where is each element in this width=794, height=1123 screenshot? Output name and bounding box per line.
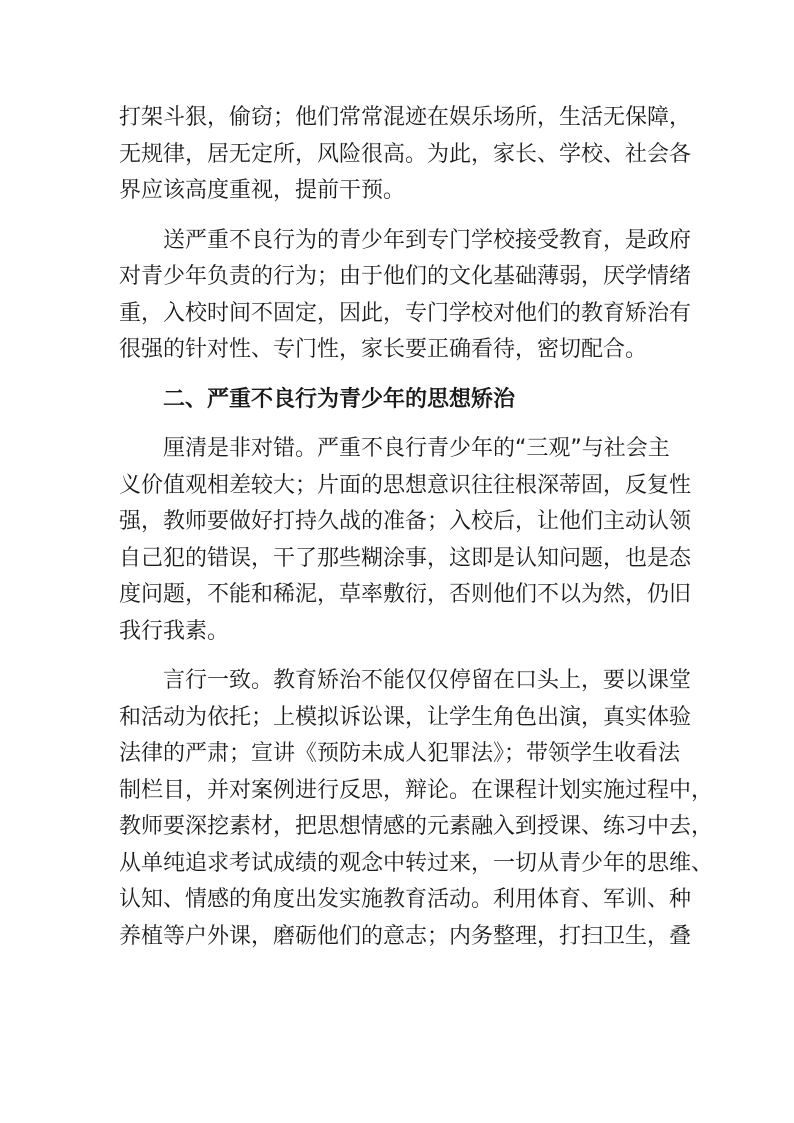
text-line: 认知、情感的角度出发实施教育活动。利用体育、军训、种 <box>119 887 692 912</box>
text-line: 制栏目，并对案例进行反思，辩论。在课程计划实施过程中， <box>119 777 714 803</box>
document-body <box>119 100 714 968</box>
paragraph-2 <box>119 223 692 369</box>
paragraph-1 <box>119 100 692 210</box>
text-line: 养植等户外课，磨砺他们的意志；内务整理，打扫卫生，叠 <box>119 923 692 949</box>
text-line: 无规律，居无定所，风险很高。为此，家长、学校、社会各 <box>119 141 692 167</box>
text-line: 对青少年负责的行为；由于他们的文化基础薄弱，厌学情绪 <box>119 264 692 289</box>
text-line: 法律的严肃；宣讲《预防未成人犯罪法》；带领学生收看法 <box>119 741 681 766</box>
text-line: 我行我素。 <box>119 618 230 644</box>
text-line: 和活动为依托；上模拟诉讼课，让学生角色出演，真实体验 <box>119 704 692 730</box>
text-line: 送严重不良行为的青少年到专门学校接受教育，是政府 <box>163 227 692 253</box>
text-line: 自己犯的错误，干了那些糊涂事，这即是认知问题，也是态 <box>119 545 692 571</box>
section-heading: 二、严重不良行为青少年的思想矫治 <box>163 386 516 412</box>
text-line: 强，教师要做好打持久战的准备；入校后，让他们主动认领 <box>119 509 692 534</box>
text-line: 度问题，不能和稀泥，草率敷衍，否则他们不以为然，仍旧 <box>119 582 692 607</box>
text-line: 打架斗狠，偷窃；他们常常混迹在娱乐场所，生活无保障， <box>119 105 692 130</box>
text-line: 言行一致。教育矫治不能仅仅停留在口头上，要以课堂 <box>163 668 692 693</box>
text-line: 界应该高度重视，提前干预。 <box>119 178 406 203</box>
text-line: 重，入校时间不固定，因此，专门学校对他们的教育矫治有 <box>119 300 692 326</box>
text-line: 教师要深挖素材，把思想情感的元素融入到授课、练习中去， <box>119 814 714 839</box>
paragraph-4 <box>119 663 714 955</box>
paragraph-3 <box>119 431 692 650</box>
text-line: 很强的针对性、专门性，家长要正确看待，密切配合。 <box>119 337 648 362</box>
text-line: 厘清是非对错。严重不良行青少年的“三观”与社会主 <box>163 436 670 461</box>
text-line: 从单纯追求考试成绩的观念中转过来，一切从青少年的思维、 <box>119 850 714 876</box>
text-line: 义价值观相差较大；片面的思想意识往往根深蒂固，反复性 <box>119 472 692 498</box>
